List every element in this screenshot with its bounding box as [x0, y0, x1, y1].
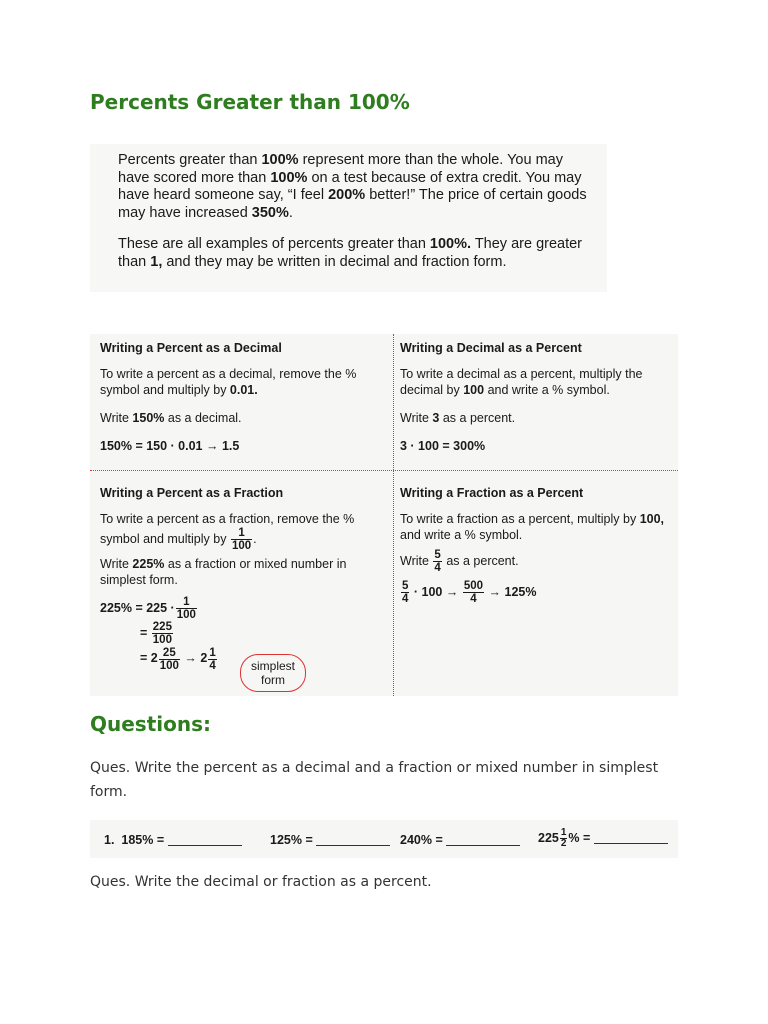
intro-box: [90, 144, 607, 292]
conversion-rules-box: [90, 334, 678, 696]
simplest-form-callout: simplest form: [240, 654, 306, 692]
exercise-item: 225 $\frac{1}{2}$ % =: [538, 828, 668, 849]
answer-blank[interactable]: [168, 845, 242, 846]
answer-blank[interactable]: [594, 843, 668, 844]
exercise-item: 125% =: [270, 833, 390, 847]
intro-paragraph-2: These are all examples of percents greater than 100%. They are greater than 1, and they may be written in decimal and fraction form.: [118, 236, 583, 270]
fraction: $\frac{1}{100}$: [231, 527, 252, 552]
intro-paragraph-1: Percents greater than 100% represent more than the whole. You may have scored more than 100% on a test because of extra credit. You may have heard someone say, “I feel 200% better!” The price of certain goods may have increased 350%.: [118, 152, 587, 221]
exercise-item: 240% =: [400, 833, 520, 847]
exercise-1: [90, 820, 678, 858]
percent-to-decimal-equation: 150% = 150 · 0.01 → 1.5: [100, 439, 240, 453]
fraction-to-percent-desc: To write a fraction as a percent, multiply by 100, and write a % symbol.: [400, 512, 665, 542]
decimal-to-percent-desc: To write a decimal as a percent, multiply the decimal by 100 and write a % symbol.: [400, 367, 643, 397]
vertical-divider: [393, 334, 394, 696]
decimal-to-percent-example: Write 3 as a percent.: [400, 411, 516, 425]
decimal-to-percent-panel: [400, 340, 672, 466]
percent-to-decimal-panel: [100, 340, 385, 466]
answer-blank[interactable]: [446, 845, 520, 846]
fraction-to-percent-panel: [400, 485, 672, 605]
fraction-to-percent-example: Write $\frac{5}{4}$ as a percent.: [400, 549, 519, 574]
question-1-text: Ques. Write the percent as a decimal and a fraction or mixed number in simplest form.: [90, 760, 659, 800]
percent-to-decimal-desc: To write a percent as a decimal, remove the % symbol and multiply by 0.01.: [100, 367, 357, 397]
fraction-to-percent-equation: $\frac{5}{4}$ · 100 → $\frac{500}{4}$ → 125%: [402, 580, 537, 605]
percent-to-fraction-heading: Writing a Percent as a Fraction: [100, 486, 284, 500]
decimal-to-percent-heading: Writing a Decimal as a Percent: [400, 341, 582, 355]
questions-heading: Questions:: [90, 712, 212, 736]
exercise-item: 1. 185% =: [104, 833, 242, 847]
percent-to-decimal-example: Write 150% as a decimal.: [100, 411, 242, 425]
percent-to-fraction-example: Write 225% as a fraction or mixed number in simplest form.: [100, 557, 347, 587]
percent-to-fraction-panel: [100, 485, 385, 672]
percent-to-decimal-heading: Writing a Percent as a Decimal: [100, 341, 282, 355]
percent-to-fraction-desc: To write a percent as a fraction, remove the % symbol and multiply by $\frac{1}{100}$ .: [100, 512, 355, 552]
question-2-text: Ques. Write the decimal or fraction as a percent.: [90, 874, 432, 890]
decimal-to-percent-equation: 3 · 100 = 300%: [400, 439, 486, 453]
percent-to-fraction-equation: 225% = 225 · $\frac{1}{100}$ = $\frac{225}{100}$ = 2 $\frac{25}{100}$ → 2 $\frac{1}{4}$: [100, 596, 216, 672]
horizontal-divider: [90, 470, 678, 471]
answer-blank[interactable]: [316, 845, 390, 846]
fraction-to-percent-heading: Writing a Fraction as a Percent: [400, 486, 584, 500]
page-title: Percents Greater than 100%: [90, 90, 410, 114]
